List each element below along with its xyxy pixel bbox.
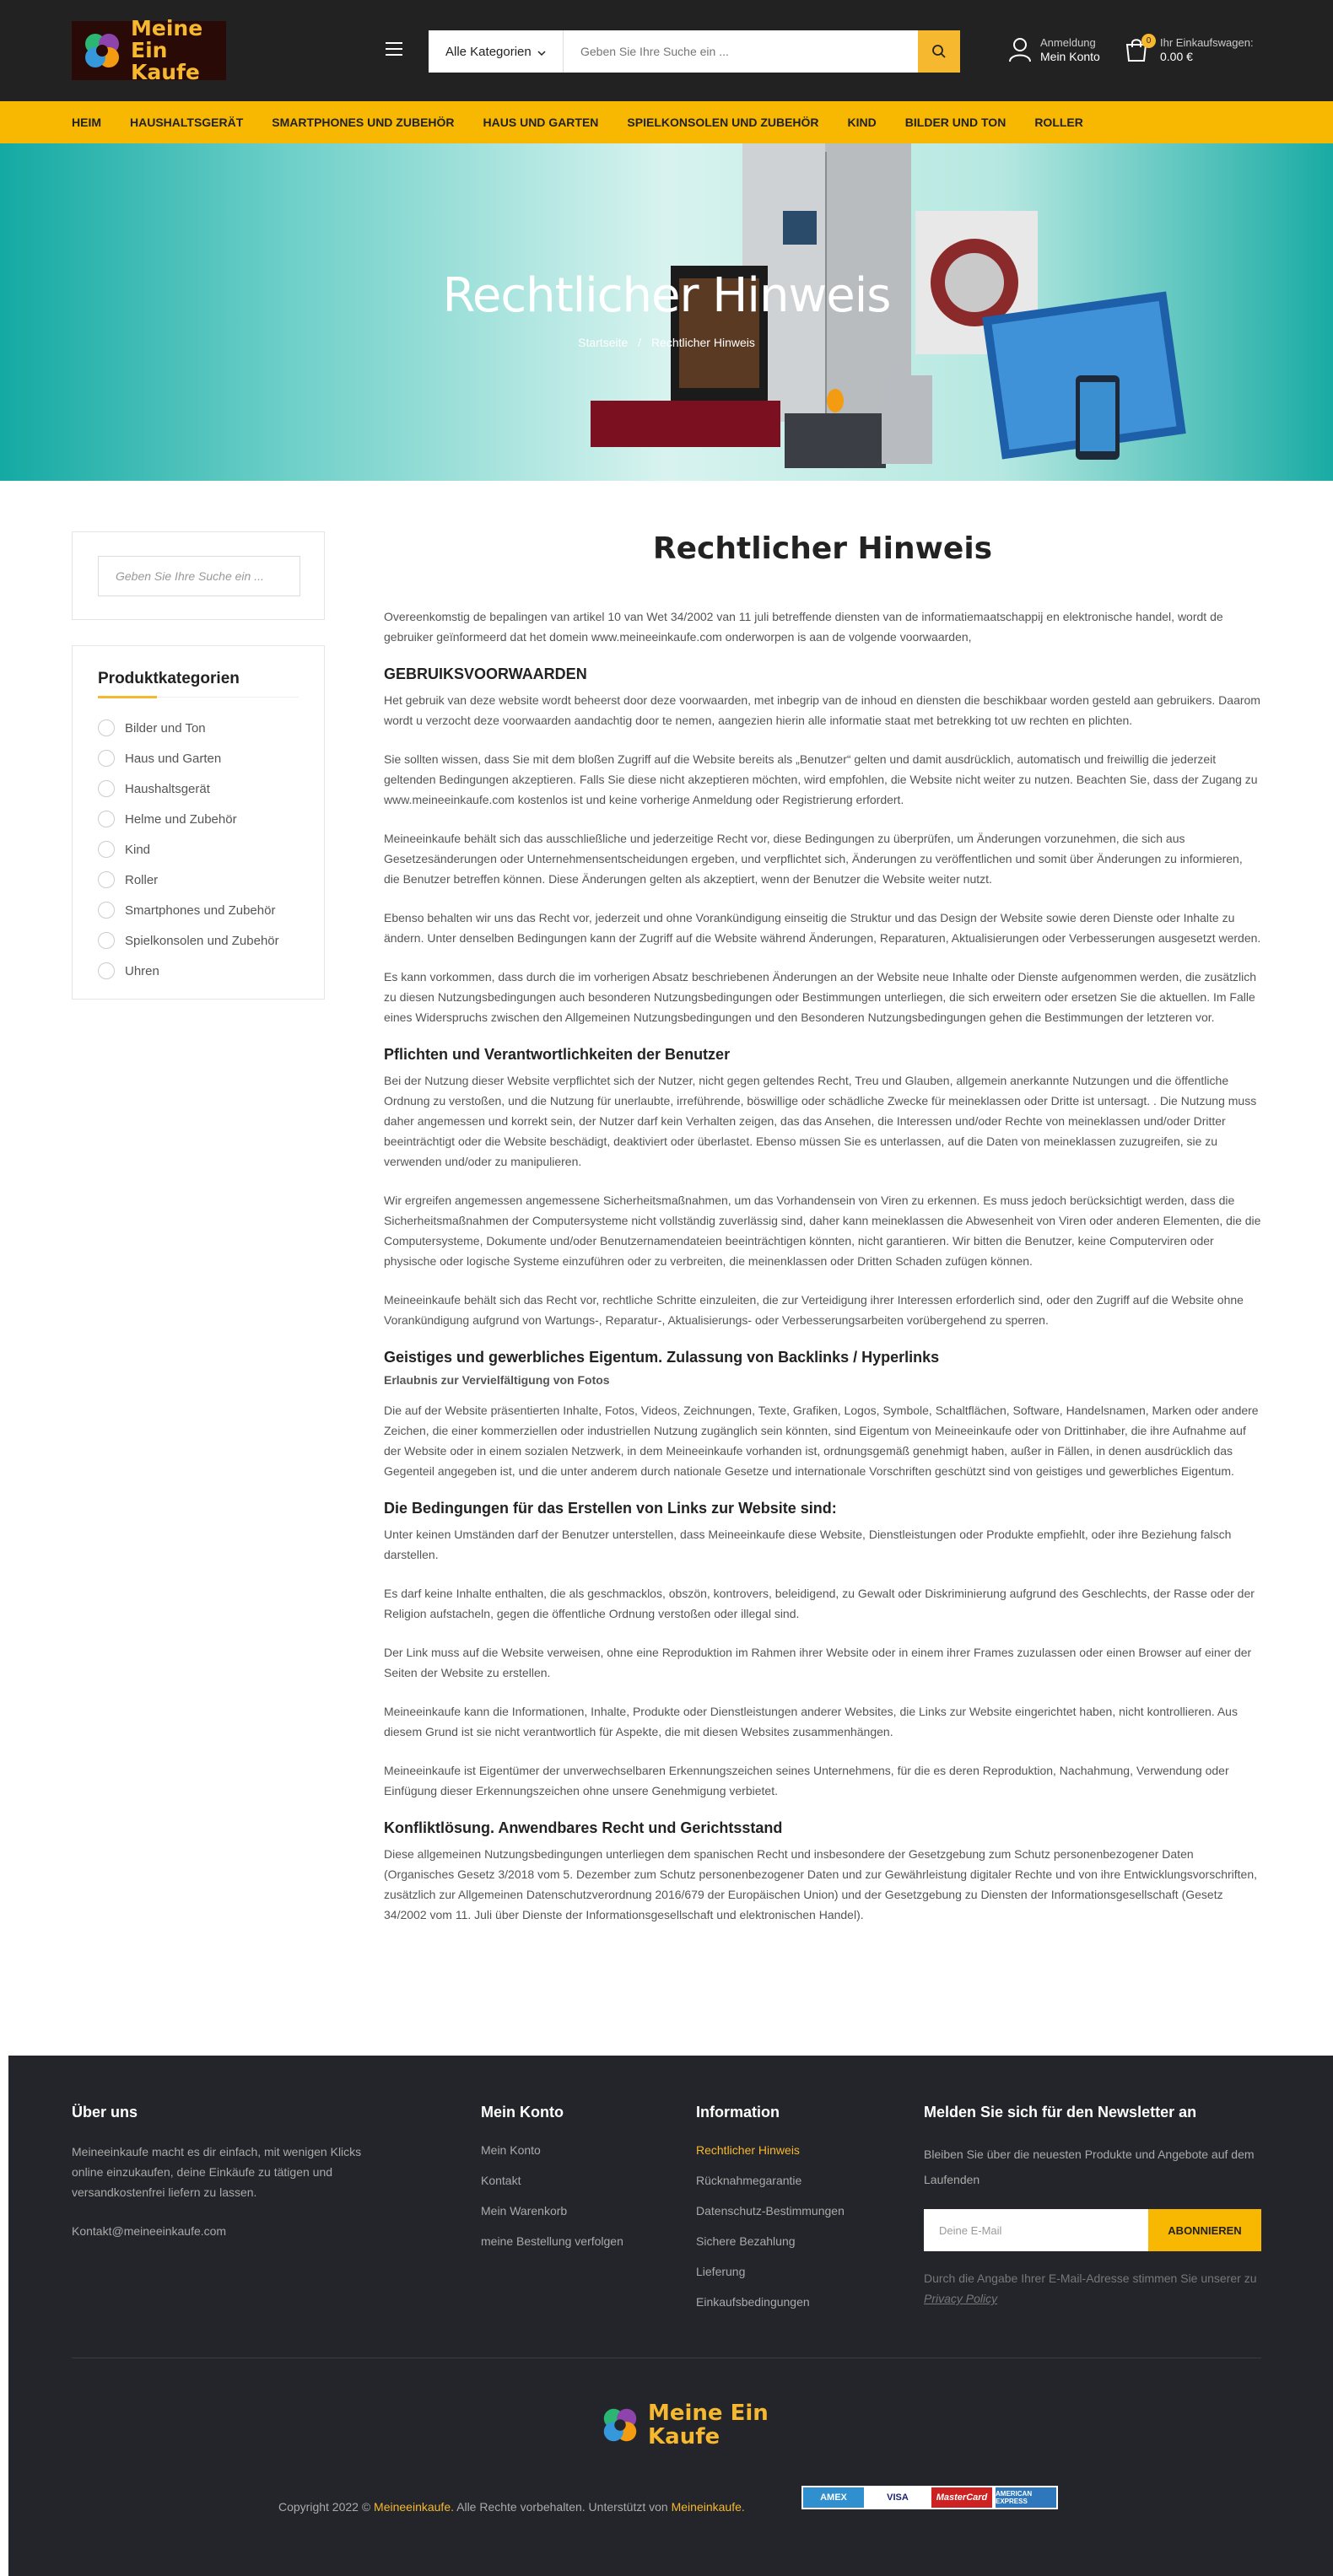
- subscribe-button[interactable]: ABONNIEREN: [1148, 2209, 1261, 2251]
- chevron-down-icon: [537, 45, 546, 59]
- page-hero-banner: [0, 143, 1333, 481]
- copyright-prefix: Copyright 2022 ©: [278, 2500, 371, 2514]
- category-item[interactable]: [98, 865, 299, 895]
- consent-text: Durch die Angabe Ihrer E-Mail-Adresse stimmen Sie unserer zu: [924, 2272, 1257, 2285]
- header-search-bar: [429, 30, 960, 73]
- category-label: Roller: [125, 872, 159, 887]
- newsletter-text: Bleiben Sie über die neuesten Produkte und Angebote auf dem Laufenden: [924, 2148, 1255, 2186]
- copyright-text: [278, 2500, 745, 2514]
- breadcrumb-separator: /: [638, 336, 642, 349]
- radio-icon: [98, 902, 115, 919]
- site-footer: [8, 2056, 1333, 2576]
- category-item[interactable]: [98, 773, 299, 804]
- newsletter-consent: [924, 2268, 1261, 2309]
- footer-link[interactable]: Lieferung: [696, 2265, 746, 2278]
- cart-total: 0.00 €: [1160, 50, 1193, 63]
- radio-icon: [98, 780, 115, 797]
- radio-icon: [98, 962, 115, 979]
- paragraph: Bei der Nutzung dieser Website verpflichtet sich der Nutzer, nicht gegen geltendes Recht, Treu und Glauben, allgemein anerkannte Nutzungen und die öffentliche Ordnung zu verstoßen, und die Nutzung für unerlaubte, irreführende, böswillige oder schädliche Zwecke für meineklassen oder Dritte ist untersagt. . Die Nutzung muss daher angemessen und korrekt sein, der Nutzer darf kein Verhalten zeigen, das das Ansehen, die Interessen und/oder Rechte von meineklassen und/oder Dritter beeinträchtigt oder die Website beschädigt, deaktiviert oder überlastet. Ebenso müssen Sie es unterlassen, auf die Daten von meineklassen zuzugreifen, sie zu verwenden und/oder zu manipulieren.: [384, 1074, 1257, 1168]
- copyright-brand-link-2[interactable]: Meineinkaufe.: [671, 2500, 745, 2514]
- footer-info-title: Information: [696, 2104, 780, 2121]
- nav-item-kind[interactable]: KIND: [847, 116, 877, 129]
- newsletter-form: [924, 2209, 1261, 2251]
- newsletter-email-input[interactable]: Deine E-Mail: [924, 2209, 1148, 2251]
- menu-hamburger-icon[interactable]: [386, 42, 402, 56]
- footer-link[interactable]: Mein Warenkorb: [481, 2204, 568, 2218]
- footer-about-text: Meineeinkaufe macht es dir einfach, mit wenigen Klicks online einzukaufen, deine Einkäufe zu tätigen und versandkostenfrei liefern zu lassen.: [72, 2145, 362, 2199]
- subsection-heading: Erlaubnis zur Vervielfältigung von Fotos: [384, 1373, 610, 1387]
- footer-about: [72, 2104, 392, 2241]
- privacy-policy-link[interactable]: Privacy Policy: [924, 2292, 998, 2305]
- category-item[interactable]: [98, 713, 299, 743]
- category-item[interactable]: [98, 804, 299, 834]
- category-label: Haus und Garten: [125, 751, 222, 766]
- paragraph: Die auf der Website präsentierten Inhalte, Fotos, Videos, Zeichnungen, Texte, Grafiken, Logos, Symbole, Schaltflächen, Software, Handelsnamen, Marken oder andere Zeichen, die einer kommerziellen oder industriellen Nutzung zugänglich sein könnten, sind Eigentum von Meineeinkaufe oder von Drittinhaber, die ihre Aufnahme auf der Website oder in einem sozialen Netzwerk, in dem Meineeinkaufe vorhanden ist, ordnungsgemäß genehmigt haben, außer in Fällen, in denen ausdrücklich das Gegenteil angegeben ist, und die unter anderem durch nationale Gesetze und internationale Vorschriften geschützt sind von geistiges und gewerbliches Eigentum.: [384, 1404, 1259, 1478]
- site-logo[interactable]: [72, 16, 226, 84]
- paragraph: Unter keinen Umständen darf der Benutzer unterstellen, dass Meineeinkaufe diese Website, Dienstleistungen oder Produkte empfiehlt, oder ihre Beziehung falsch darstellen.: [384, 1528, 1232, 1561]
- main-content: [384, 531, 1261, 1943]
- radio-icon: [98, 811, 115, 827]
- category-label: Helme und Zubehör: [125, 811, 237, 827]
- paragraph: Ebenso behalten wir uns das Recht vor, jederzeit und ohne Vorankündigung einseitig die Struktur und das Design der Website sowie deren Dienste oder Inhalte zu ändern. Unter denselben Bedingungen kann der Zugriff auf die Website während Änderungen, Reparaturen, Aktualisierungen oder Verbesserungen ausgesetzt werden.: [384, 911, 1261, 945]
- search-button[interactable]: [918, 30, 960, 73]
- account-link[interactable]: [1008, 35, 1100, 64]
- breadcrumb-current: Rechtlicher Hinweis: [650, 336, 755, 349]
- footer-account: [481, 2104, 666, 2263]
- footer-about-title: Über uns: [72, 2104, 138, 2121]
- user-icon: [1008, 37, 1032, 62]
- cart-count-badge: 0: [1141, 34, 1156, 48]
- category-item[interactable]: [98, 956, 299, 986]
- cart-link[interactable]: [1125, 35, 1254, 64]
- category-label: Bilder und Ton: [125, 720, 206, 736]
- category-label: Smartphones und Zubehör: [125, 903, 276, 918]
- radio-icon: [98, 871, 115, 888]
- radio-icon: [98, 750, 115, 767]
- radio-icon: [98, 719, 115, 736]
- logo-pinwheel-icon: [80, 29, 124, 73]
- nav-item-roller[interactable]: ROLLER: [1034, 116, 1083, 129]
- radio-icon: [98, 932, 115, 949]
- category-item[interactable]: [98, 834, 299, 865]
- account-title: Mein Konto: [1040, 50, 1100, 63]
- payment-methods: [801, 2486, 1058, 2509]
- footer-logo-line2: Kaufe: [648, 2424, 720, 2449]
- search-icon: [931, 44, 947, 59]
- section-heading: Geistiges und gewerbliches Eigentum. Zulassung von Backlinks / Hyperlinks: [384, 1349, 940, 1366]
- paragraph: Het gebruik van deze website wordt beheerst door deze voorwaarden, met inbegrip van de inhoud en diensten die beschikbaar worden gesteld aan gebruikers. Daarom wordt u verzocht deze voorwaarden aandachtig door te nemen, aangezien hierin alle informatie staat met betrekking tot uw rechten en plichten.: [384, 693, 1260, 727]
- paragraph: Meineeinkaufe behält sich das Recht vor, rechtliche Schritte einzuleiten, die zur Verteidigung ihrer Interessen erforderlich sind, oder den Zugriff auf die Website ohne Vorankündigung aufgrund von Wartungs-, Reparatur-, Aktualisierungs- oder Verbesserungsarbeiten vorübergehend zu sperren.: [384, 1293, 1244, 1327]
- nav-item-heim[interactable]: HEIM: [72, 116, 101, 129]
- category-item[interactable]: [98, 925, 299, 956]
- newsletter-title: Melden Sie sich für den Newsletter an: [924, 2104, 1197, 2121]
- sidebar-search-input[interactable]: Geben Sie Ihre Suche ein ...: [98, 556, 300, 596]
- paragraph: Meineeinkaufe ist Eigentümer der unverwechselbaren Erkennungszeichen seines Unternehmens, für die es deren Reproduktion, Nachahmung, Verwendung oder Einfügung dieser Erkennungszeichen ohne unsere Genehmigung verbietet.: [384, 1764, 1229, 1797]
- paragraph: Es kann vorkommen, dass durch die im vorherigen Absatz beschriebenen Änderungen an der Website neue Inhalte oder Dienste aufgenommen werden, die zusätzlich zu diesen Nutzungsbedingungen auch besonderen Nutzungsbedingungen oder Bestimmungen unterliegen, die sich erweitern oder ersetzen Sie die aktuellen. Im Falle eines Widerspruchs zwischen den Allgemeinen Nutzungsbedingungen und den Besonderen Nutzungsbedingungen gehen die Bestimmungen der letzteren vor.: [384, 970, 1257, 1024]
- category-label: Kind: [125, 842, 151, 857]
- nav-item-spielkonsolen[interactable]: SPIELKONSOLEN UND ZUBEHÖR: [627, 116, 819, 129]
- main-nav: [0, 101, 1333, 143]
- hero-title: Rechtlicher Hinweis: [442, 268, 891, 323]
- footer-link[interactable]: Sichere Bezahlung: [696, 2234, 796, 2248]
- logo-pinwheel-icon: [599, 2404, 641, 2446]
- site-header: [0, 0, 1333, 101]
- paragraph: Wir ergreifen angemessen angemessene Sicherheitsmaßnahmen, um das Vorhandensein von Viren zu erkennen. Es muss jedoch berücksichtigt werden, dass die Sicherheitsmaßnahmen der Computersysteme nicht vollständig zuverlässig sind, daher kann meineklassen die Abwesenheit von Viren oder anderen Elementen, die die Computersysteme, Dokumente und/oder Benutzernamendateien beeinträchtigen könnten, nicht garantieren. Wir bitten die Benutzer, keine Computerviren oder physische oder logische Systeme einzuführen oder zu verbreiten, die meinenklassen oder Dritten Schaden zufügen können.: [384, 1194, 1261, 1268]
- nav-item-bilder-und-ton[interactable]: BILDER UND TON: [904, 116, 1006, 129]
- nav-item-haus-und-garten[interactable]: HAUS UND GARTEN: [483, 116, 599, 129]
- footer-link[interactable]: Datenschutz-Bestimmungen: [696, 2204, 845, 2218]
- footer-email-link[interactable]: Kontakt@meineeinkaufe.com: [72, 2224, 227, 2238]
- header-search-input[interactable]: [564, 30, 918, 73]
- nav-item-smartphones[interactable]: SMARTPHONES UND ZUBEHÖR: [272, 116, 455, 129]
- page-title: Rechtlicher Hinweis: [652, 531, 993, 566]
- section-heading: Pflichten und Verantwortlichkeiten der Benutzer: [384, 1046, 731, 1063]
- category-select-value: Alle Kategorien: [445, 44, 532, 59]
- paragraph: Der Link muss auf die Website verweisen, ohne eine Reproduktion im Rahmen ihrer Website oder in einem ihrer Frames zuzulassen oder einen Browser auf einer der Seiten der Website zu erstellen.: [384, 1646, 1252, 1679]
- product-categories-widget: [72, 645, 325, 1000]
- paragraph: Overeenkomstig de bepalingen van artikel 10 van Wet 34/2002 van 11 juli betreffende diensten van de informatiemaatschappij en elektronische handel, wordt de gebruiker geïnformeerd dat het domein www.meineeinkaufe.com onderworpen is aan de volgende voorwaarden,: [384, 610, 1223, 644]
- category-item[interactable]: [98, 743, 299, 773]
- footer-account-title: Mein Konto: [481, 2104, 564, 2121]
- footer-link[interactable]: Rücknahmegarantie: [696, 2174, 802, 2187]
- nav-item-haushaltsgeraet[interactable]: HAUSHALTSGERÄT: [130, 116, 244, 129]
- mastercard-icon: MasterCard: [930, 2486, 994, 2509]
- category-item[interactable]: [98, 895, 299, 925]
- copyright-brand-link[interactable]: Meineeinkaufe.: [374, 2500, 454, 2514]
- paragraph: Es darf keine Inhalte enthalten, die als geschmacklos, obszön, kontrovers, beleidigend, zu Gewalt oder Diskriminierung aufgrund des Geschlechts, der Rasse oder der Religion aufstacheln, gegen die öffentliche Ordnung verstoßen oder illegal sind.: [384, 1587, 1255, 1620]
- category-label: Uhren: [125, 963, 159, 978]
- account-label: Anmeldung: [1040, 36, 1096, 49]
- category-label: Spielkonsolen und Zubehör: [125, 933, 279, 948]
- logo-text-line1: Meine Ein: [131, 16, 203, 62]
- copyright-middle: Alle Rechte vorbehalten. Unterstützt von: [456, 2500, 668, 2514]
- footer-link[interactable]: meine Bestellung verfolgen: [481, 2234, 623, 2248]
- american-express-icon: AMERICAN EXPRESS: [994, 2486, 1058, 2509]
- category-select[interactable]: [429, 30, 564, 73]
- footer-link[interactable]: Mein Konto: [481, 2143, 541, 2157]
- paragraph: Meineeinkaufe behält sich das ausschließliche und jederzeitige Recht vor, diese Bedingungen zu überprüfen, um Änderungen vorzunehmen, die sich aus Gesetzesänderungen oder Unternehmensentscheidungen ergeben, und verpflichtet sich, Änderungen zu veröffentlichen und somit über Änderungen zu informieren, die Benutzer betreffen können. Diese Änderungen gelten als akzeptiert, wenn der Benutzer die Website weiter nutzt.: [384, 832, 1243, 886]
- footer-link[interactable]: Kontakt: [481, 2174, 521, 2187]
- footer-logo-line1: Meine Ein: [648, 2401, 769, 2426]
- paragraph: Diese allgemeinen Nutzungsbedingungen unterliegen dem spanischen Recht und insbesondere der Gesetzgebung zum Schutz personenbezogener Daten (Organisches Gesetz 3/2018 vom 5. Dezember zum Schutz personenbezogener Daten und zur Gewährleistung digitaler Rechte und von ihre Entwicklungsvorschriften, zusätzlich zur Allgemeinen Datenschutzverordnung 2016/679 der Europäischen Union) und der Gesetzgebung zu Diensten der Informationsgesellschaft (Gesetz 34/2002 vom 11. Juli über Dienste der Informationsgesellschaft und elektronischen Handel).: [384, 1847, 1257, 1921]
- cart-label: Ihr Einkaufswagen:: [1160, 36, 1254, 49]
- categories-title: Produktkategorien: [98, 670, 299, 698]
- amex-card-icon: AMEX: [801, 2486, 866, 2509]
- section-heading: Konfliktlösung. Anwendbares Recht und Gerichtsstand: [384, 1819, 783, 1836]
- footer-newsletter: [924, 2104, 1261, 2309]
- section-heading: GEBRUIKSVOORWAARDEN: [384, 666, 587, 682]
- breadcrumb-home[interactable]: Startseite: [578, 336, 629, 349]
- footer-link[interactable]: Einkaufsbedingungen: [696, 2295, 810, 2309]
- paragraph: Meineeinkaufe kann die Informationen, Inhalte, Produkte oder Dienstleistungen anderer Websites, die Links zur Website eingerichtet haben, nicht kontrollieren. Aus diesem Grund ist sie nicht verantwortlich für Aspekte, die mit diesen Websites zusammenhängen.: [384, 1705, 1238, 1738]
- footer-information: [696, 2104, 899, 2324]
- radio-icon: [98, 841, 115, 858]
- paragraph: Sie sollten wissen, dass Sie mit dem bloßen Zugriff auf die Website bereits als „Benutzer“ gelten und damit ausdrücklich, automatisch und freiwillig die jederzeit geltenden Bedingungen akzeptieren. Falls Sie diese nicht akzeptieren möchten, wird empfohlen, die Website nicht weiter zu nutzen. Beachten Sie, dass der Zugang zu www.meineeinkaufe.com kostenlos ist und keine vorherige Anmeldung oder Registrierung erfordert.: [384, 752, 1258, 806]
- breadcrumb: [0, 336, 1333, 349]
- sidebar-search-widget: [72, 531, 325, 620]
- footer-link-active[interactable]: Rechtlicher Hinweis: [696, 2143, 800, 2157]
- section-heading: Die Bedingungen für das Erstellen von Links zur Website sind:: [384, 1500, 837, 1517]
- category-label: Haushaltsgerät: [125, 781, 210, 796]
- logo-text-line2: Kaufe: [131, 60, 200, 84]
- visa-card-icon: VISA: [866, 2486, 930, 2509]
- footer-logo[interactable]: [599, 2401, 769, 2449]
